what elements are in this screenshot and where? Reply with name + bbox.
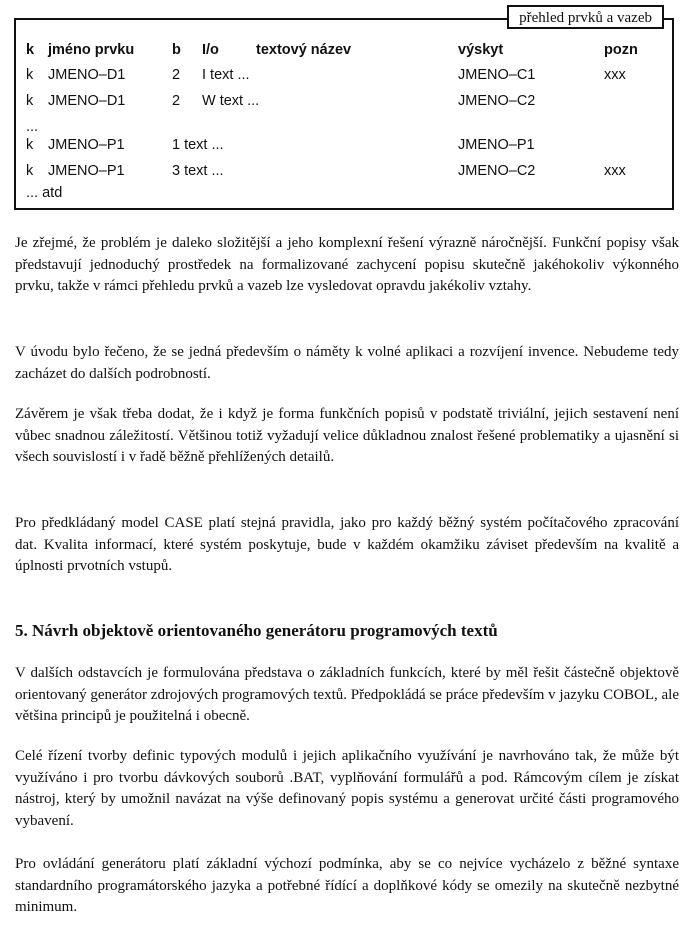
table-row	[16, 134, 672, 156]
table-row	[16, 90, 672, 112]
cell-pozn: xxx	[604, 67, 626, 83]
cell-vyskyt: JMENO–C2	[458, 163, 536, 179]
cell-io: W text ...	[202, 93, 260, 109]
cell-b: 1 text ...	[172, 137, 224, 153]
cell-vyskyt: JMENO–C1	[458, 67, 536, 83]
paragraph: V úvodu bylo řečeno, že se jedná především o náměty k volné aplikaci a rozvíjení invence. Nebudeme tedy zacházet do dalších podrobností.	[15, 344, 679, 382]
cell-ellipsis: ...	[26, 119, 39, 135]
header-io: I/o	[202, 42, 219, 58]
cell-b: 2	[172, 67, 181, 83]
table-header-row	[16, 39, 672, 61]
paragraph: V dalších odstavcích je formulována představa o základních funkcích, které by měl řešit částečně objektově orientovaný generátor zdrojových programových textů. Předpokládá se práce především v jazyku COBOL, ale většina principů je použitelná i obecně.	[15, 665, 679, 725]
paragraph: Závěrem je však třeba dodat, že i když je forma funkčních popisů v podstatě triviální, jejich sestavení není vůbec snadnou záležitostí. Většinou totiž vyžadují velice důkladnou znalost řešené problematiky a ujasnění si všech souvislostí i v řadě běžně přehlížených detailů.	[15, 406, 679, 466]
cell-k: k	[26, 93, 34, 109]
cell-k: k	[26, 163, 34, 179]
cell-io: I text ...	[202, 67, 250, 83]
table-title: přehled prvků a vazeb	[507, 5, 664, 29]
paragraph: Pro předkládaný model CASE platí stejná pravidla, jako pro každý běžný systém počítačového zpracování dat. Kvalita informací, které systém poskytuje, bude v každém okamžiku záviset především na kvalitě a úplnosti prvotních vstupů.	[15, 515, 679, 575]
cell-vyskyt: JMENO–P1	[458, 137, 535, 153]
cell-k: k	[26, 137, 34, 153]
header-pozn: pozn	[604, 42, 638, 58]
element-overview-table	[14, 10, 674, 210]
header-vyskyt: výskyt	[458, 42, 504, 58]
paragraph: Celé řízení tvorby definic typových modulů i jejich aplikačního využívání je navrhováno tak, že může být využíváno i pro tvorbu dávkových souborů .BAT, vyplňování formulářů a pod. Rámcovým cílem je získat nástroj, který by umožnil navázat na výše definovaný popis systému a generovat určité části programového vybavení.	[15, 748, 679, 829]
cell-name: JMENO–D1	[48, 93, 126, 109]
paragraph: Pro ovládání generátoru platí základní výchozí podmínka, aby se co nejvíce vycházelo z běžné syntaxe standardního programátorského jazyka a potřebné řídící a doplňkové kódy se omezily na skutečně nezbytné minimum.	[15, 856, 679, 916]
table-row	[16, 160, 672, 182]
section-heading: 5. Návrh objektově orientovaného generátoru programových textů	[15, 621, 498, 640]
cell-etc: ... atd	[26, 185, 63, 201]
cell-b: 2	[172, 93, 181, 109]
table-row	[16, 182, 672, 204]
header-name: jméno prvku	[48, 42, 135, 58]
cell-k: k	[26, 67, 34, 83]
cell-b: 3 text ...	[172, 163, 224, 179]
table-row	[16, 64, 672, 86]
paragraph: Je zřejmé, že problém je daleko složitější a jeho komplexní řešení výrazně náročnější. Funkční popisy však představují jednoduchý prostředek na formalizované zachycení popisu skutečně jakéhokoliv výkonného prvku, takže v rámci přehledu prvků a vazeb lze vysledovat opravdu jakékoliv vztahy.	[15, 235, 679, 295]
cell-name: JMENO–P1	[48, 137, 125, 153]
header-k: k	[26, 42, 35, 58]
cell-name: JMENO–P1	[48, 163, 125, 179]
cell-name: JMENO–D1	[48, 67, 126, 83]
header-b: b	[172, 42, 181, 58]
cell-pozn: xxx	[604, 163, 626, 179]
cell-vyskyt: JMENO–C2	[458, 93, 536, 109]
header-text: textový název	[256, 42, 352, 58]
